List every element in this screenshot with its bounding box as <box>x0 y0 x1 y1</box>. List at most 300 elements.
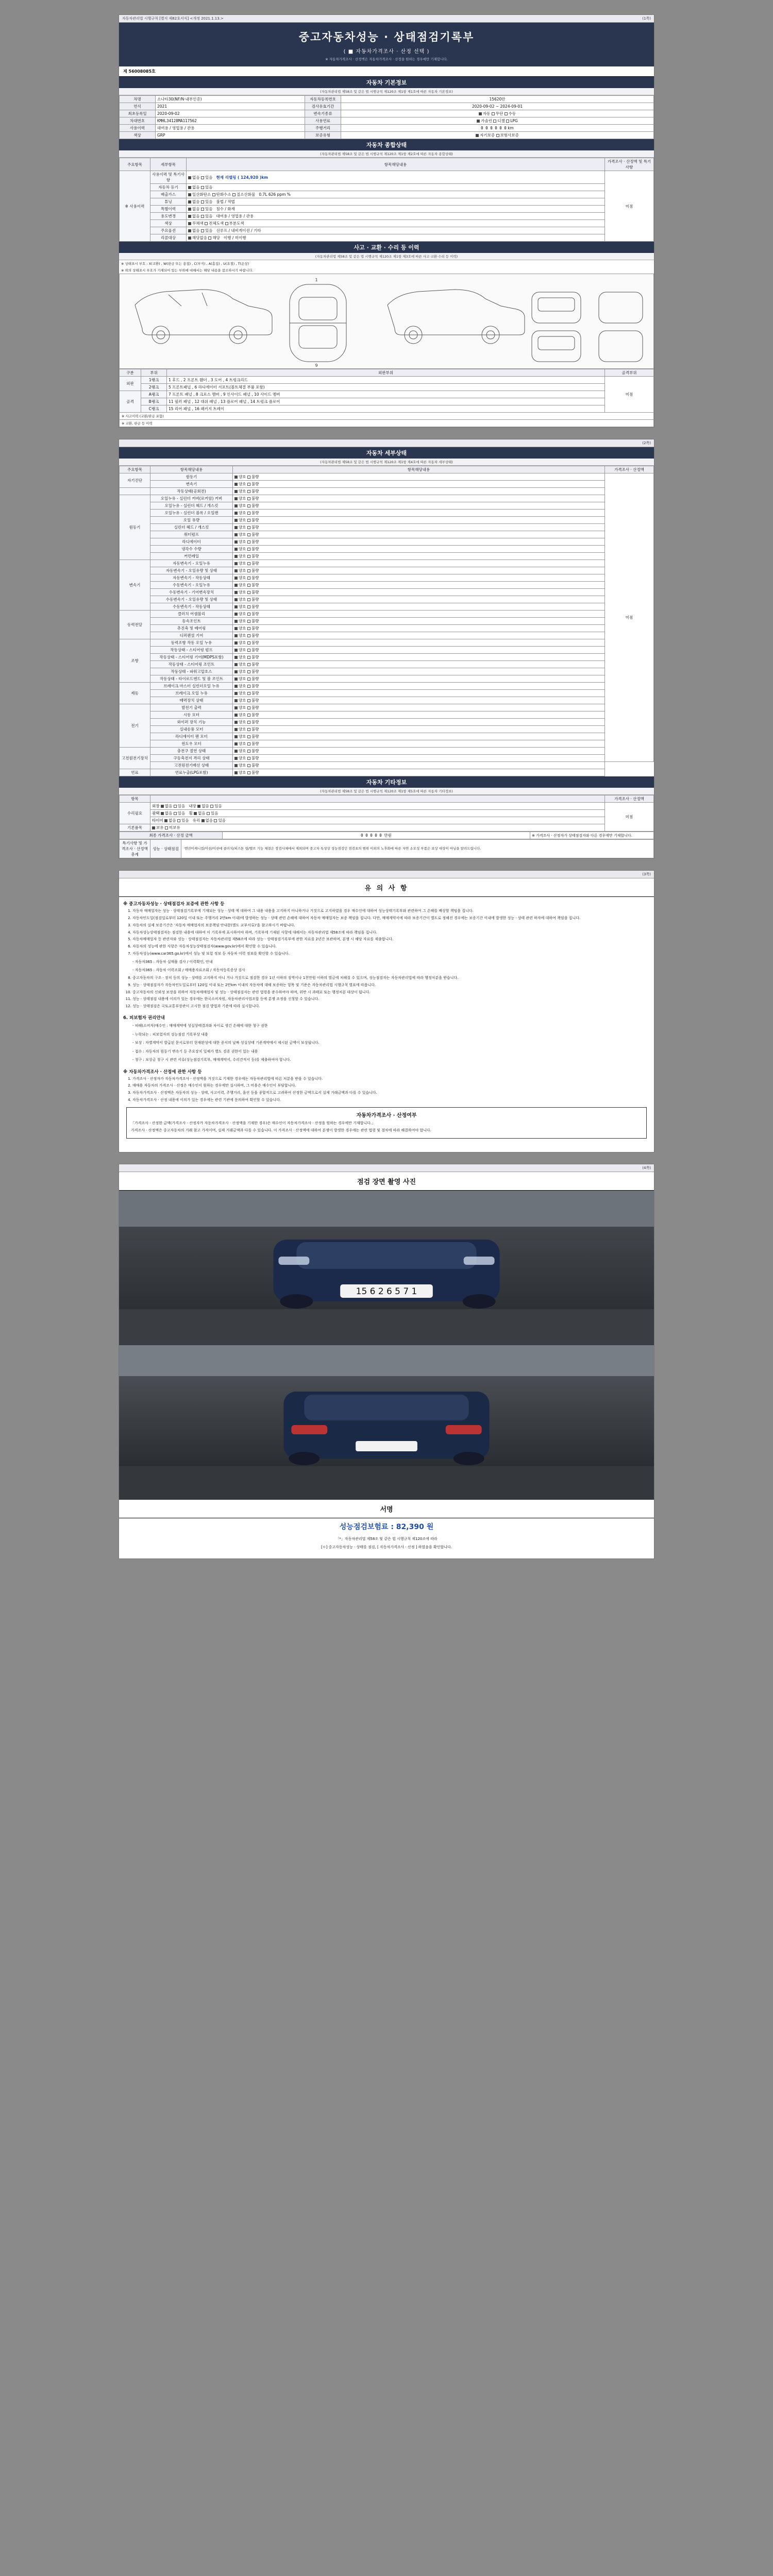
notice-title: 유 의 사 항 <box>119 878 654 897</box>
d1-good-checkbox[interactable] <box>234 620 238 623</box>
s0-good-checkbox[interactable] <box>234 641 238 645</box>
notice-3-0: 1. 가격조사 · 산정자가 자동차가격조사 · 산정액을 거짓으로 기재한 경우에는 자동차관리법에 따른 처분을 받을 수 있습니다. <box>132 1076 648 1082</box>
etc-base-label: 기본품목 <box>120 824 150 832</box>
notice-mid-4: - 청구 : 보상금 청구 시 관련 서류(성능점검기록부, 매매계약서, 수리견적서 등)를 제출하여야 합니다. <box>132 1058 291 1062</box>
detail-item-b1: 브레이크 오일 누유 <box>150 690 233 697</box>
s2-bad-checkbox[interactable] <box>247 656 250 659</box>
s5-good-checkbox[interactable] <box>234 677 238 681</box>
detail-row-x1: 양호 불량 <box>233 711 605 719</box>
d0-good-checkbox[interactable] <box>234 613 238 616</box>
s3-good-checkbox[interactable] <box>234 663 238 666</box>
detail-group-engine: 원동기 <box>120 495 150 560</box>
tuning-yes-checkbox[interactable] <box>201 200 204 204</box>
section-basic-note: (자동차관리법 제58조 및 같은 법 시행규칙 제120조 제1항 제1호에 따른 자동차 기본정보) <box>119 88 654 95</box>
e3-good-checkbox[interactable] <box>234 519 238 522</box>
overall-row-2-content: 일산화탄소 탄화수소 질소산화물 0.7L 626 ppm % <box>187 191 605 198</box>
s5-bad-checkbox[interactable] <box>247 677 250 681</box>
polish-none-checkbox[interactable] <box>161 812 164 815</box>
fuel-lpg-checkbox[interactable] <box>506 120 509 123</box>
b0-bad-checkbox[interactable] <box>247 685 250 688</box>
cross-row-2-level: A랭크 <box>141 391 167 398</box>
h0-bad-checkbox[interactable] <box>247 750 250 753</box>
detail-group-selfdiag: 자기진단 <box>120 473 150 488</box>
option-none-checkbox[interactable] <box>188 229 191 232</box>
notice-3-3: 4. 자동차가격조사 · 산정 내용에 이의가 있는 경우에는 관련 기관에 문의하여 확인할 수 있습니다. <box>132 1097 648 1103</box>
x1-bad-checkbox[interactable] <box>247 714 250 717</box>
notice-mid-0: - 피해(소비자)매수인 : 매매계약에 성실상태결과와 차이로 생긴 손해에 대한 청구 권한 <box>132 1024 268 1028</box>
fuel-value-label: 가솔린 <box>481 118 492 123</box>
detail-item-h2: 고전원전기배선 상태 <box>150 762 233 769</box>
glass-none-checkbox[interactable] <box>201 819 205 822</box>
etc-row-0: 외장 없음 있음 내장 없음 있음 <box>150 803 605 810</box>
notice-1-sub-1: - 자동차365 : 자동차 이력조회 / 매매용자료조회 / 자동차등록증상 검사 <box>132 968 245 973</box>
detail-item-s5: 작동상태 - 타이로드엔드 및 볼 조인트 <box>150 675 233 683</box>
overall-row-7-content: 없음 있음 선루프 / 내비게이션 / 기타 <box>187 227 605 234</box>
detail-item-t1: 자동변속기 - 오일유량 및 상태 <box>150 567 233 574</box>
x5-good-checkbox[interactable] <box>234 742 238 745</box>
overall-row-5-key: 용도변경 <box>150 213 187 220</box>
accident-legend-1: ※ 상태표시 부호 : X(교환) , W(판금 또는 용접) , C(부식) , A(흠집) , U(요철) , T(손상) <box>121 262 249 266</box>
t1-good-checkbox[interactable] <box>234 569 238 572</box>
overall-col-note: 가격조사 · 산정액 및 특기사항 <box>605 158 654 171</box>
recall-na-checkbox[interactable] <box>188 236 191 240</box>
exterior-none-checkbox[interactable] <box>161 805 164 808</box>
d3-good-checkbox[interactable] <box>234 634 238 637</box>
commonrail-bad-checkbox[interactable] <box>247 555 250 558</box>
detail-row-d2: 양호 불량 <box>233 625 605 632</box>
engine-bad-checkbox[interactable] <box>247 476 250 479</box>
warranty-insurance-checkbox[interactable] <box>496 134 499 137</box>
e1-bad-checkbox[interactable] <box>247 504 250 507</box>
option-yes-checkbox[interactable] <box>201 229 204 232</box>
detail-item-m0: 수동변속기 - 오일누유 <box>150 582 233 589</box>
page-number-2: (2쪽) <box>642 441 651 445</box>
detail-item-s1: 작동상태 - 스티어링 펌프 <box>150 647 233 654</box>
page-3 <box>119 870 654 1153</box>
photo-section-title: 점검 장면 촬영 사진 <box>119 1172 654 1191</box>
section-accident-note: (자동차관리법 제58조 및 같은 법 시행규칙 제120조 제1항 제3호에 따른 사고·교환·수리 등 이력) <box>119 253 654 260</box>
detail-row-m0: 양호 불량 <box>233 582 605 589</box>
x2-good-checkbox[interactable] <box>234 721 238 724</box>
h2-bad-checkbox[interactable] <box>247 764 250 767</box>
e3-bad-checkbox[interactable] <box>247 519 250 522</box>
transmission-manual-checkbox[interactable] <box>505 112 508 115</box>
tire-yes-checkbox[interactable] <box>177 819 180 822</box>
section-overall-note: (자동차관리법 제58조 및 같은 법 시행규칙 제120조 제1항 제2호에 따른 자동차 종합상태) <box>119 150 654 158</box>
m0-good-checkbox[interactable] <box>234 584 238 587</box>
page-number-1: (1쪽) <box>642 16 651 21</box>
c0-bad-checkbox[interactable] <box>247 526 250 529</box>
etc-row-0-sub: 외장 <box>152 804 160 808</box>
final-price-label: 최종 가격조사 · 산정 금액 <box>120 832 223 839</box>
special-detail: 침수 / 화재 <box>216 207 235 211</box>
d2-good-checkbox[interactable] <box>234 627 238 630</box>
detail-row-d1: 양호 불량 <box>233 618 605 625</box>
car-diagram-svg <box>120 274 656 369</box>
notice-2-2: 10. 중고자동차의 신뢰성 보장을 위하여 자동차매매업자 및 성능 · 상태점검자는 관련 법령을 준수하여야 하며, 위반 시 과태료 또는 행정처분 대상이 됩니다. <box>132 990 648 995</box>
trans-good-checkbox[interactable] <box>234 483 238 486</box>
exterior-yes-checkbox[interactable] <box>174 805 177 808</box>
notice-list-1 <box>119 908 654 957</box>
notice-list-2 <box>119 975 654 1009</box>
m1-bad-checkbox[interactable] <box>247 591 250 594</box>
page-4-topbar <box>119 1164 654 1172</box>
emission-hc-checkbox[interactable] <box>212 193 215 196</box>
c2-good-checkbox[interactable] <box>234 540 238 544</box>
s1-bad-checkbox[interactable] <box>247 649 250 652</box>
recall-detail: 이행 / 미이행 <box>224 235 246 240</box>
detail-col-2: 항목해당내용 <box>233 466 605 473</box>
detail-row-e2: 양호 불량 <box>233 510 605 517</box>
fuel-diesel-checkbox[interactable] <box>493 120 496 123</box>
notice-2-3: 11. 성능 · 상태점검 내용에 이의가 있는 경우에는 한국소비자원, 자동차관리사업조합 등에 분쟁 조정을 신청할 수 있습니다. <box>132 996 648 1002</box>
notice-3-1: 2. 매매용 자동차의 가격조사 · 산정은 매수인이 원하는 경우에만 실시하며, 그 비용은 매수인이 부담합니다. <box>132 1083 648 1089</box>
value-warranty: 자기보증 보험사보증 <box>341 132 654 139</box>
detail-item-engine: 원동기 <box>150 473 233 481</box>
section-basic-title: 자동차 기본정보 <box>119 77 654 88</box>
overall-row-8-content: 해당없음 해당 이행 / 미이행 <box>187 234 605 242</box>
idle-good-checkbox[interactable] <box>234 490 238 493</box>
special-none-checkbox[interactable] <box>188 208 191 211</box>
color-partial-checkbox[interactable] <box>225 222 228 225</box>
etc-row-2: 타이어 없음 있음 유리 없음 있음 <box>150 817 605 824</box>
x0-good-checkbox[interactable] <box>234 706 238 709</box>
usechange-yes-checkbox[interactable] <box>201 215 204 218</box>
notice-mid-2: - 보상 : 차별계약서 발급된 문서로부터 현재완성에 대한 증서의 날짜 성실상태 기준계약에서 제시된 금액이 보상됩니다. <box>132 1041 320 1045</box>
m3-bad-checkbox[interactable] <box>247 605 250 608</box>
inspection-photo-rear <box>119 1345 654 1500</box>
d1-bad-checkbox[interactable] <box>247 620 250 623</box>
m3-good-checkbox[interactable] <box>234 605 238 608</box>
interior-none-checkbox[interactable] <box>197 805 200 808</box>
tuning-none-checkbox[interactable] <box>188 200 191 204</box>
base-have-label: 보유 <box>156 825 164 830</box>
label-transmission: 변속기종류 <box>305 110 341 117</box>
label-reg-no: 자동차등록번호 <box>305 96 341 103</box>
h1-good-checkbox[interactable] <box>234 757 238 760</box>
f0-bad-checkbox[interactable] <box>247 771 250 774</box>
section-overall-title: 자동차 종합상태 <box>119 139 654 150</box>
cross-row-2-group: 골격 <box>120 391 141 413</box>
detail-group-transmission: 변속기 <box>120 560 150 611</box>
etc-row-1: 광택 없음 있음 휠 없음 있음 <box>150 810 605 817</box>
final-price-table <box>119 832 654 839</box>
transmission-auto-checkbox[interactable] <box>479 112 482 115</box>
f0-good-checkbox[interactable] <box>234 771 238 774</box>
recall-yes-checkbox[interactable] <box>208 236 211 240</box>
x3-bad-checkbox[interactable] <box>247 728 250 731</box>
label-vin: 차대번호 <box>120 117 156 125</box>
overall-col-main: 주요항목 <box>120 158 150 171</box>
svg-text:15 6 2 6 5 7 1: 15 6 2 6 5 7 1 <box>356 1286 417 1297</box>
detail-note-col: 미점 <box>605 473 654 762</box>
detail-item-b2: 배력장치 상태 <box>150 697 233 704</box>
inspection-fee: 성능점검보험료 : 82,390 원 <box>339 1522 434 1531</box>
emission-values: 0.7L 626 ppm % <box>259 192 291 197</box>
page-2-topbar <box>119 439 654 447</box>
d3-bad-checkbox[interactable] <box>247 634 250 637</box>
detail-state-table <box>119 466 654 776</box>
lien-yes-checkbox[interactable] <box>201 186 204 189</box>
detail-row-c1: 양호 불량 <box>233 531 605 538</box>
detail-row-f0: 양호 불량 <box>233 769 605 776</box>
label-year: 연식 <box>120 103 156 110</box>
h0-good-checkbox[interactable] <box>234 750 238 753</box>
section-etc-title: 자동차 기타정보 <box>119 776 654 788</box>
c3-good-checkbox[interactable] <box>234 548 238 551</box>
s4-good-checkbox[interactable] <box>234 670 238 673</box>
m2-good-checkbox[interactable] <box>234 598 238 601</box>
value-vin: KMHL34128MA117562 <box>156 117 305 125</box>
x4-good-checkbox[interactable] <box>234 735 238 738</box>
notice-1-2: 3. 자동차의 실제 보증기간은 '자동차 매매업자의 보증책임 안내문(별도 교부서류)'을 참고하시기 바랍니다. <box>132 923 648 928</box>
e2-good-checkbox[interactable] <box>234 512 238 515</box>
c1-bad-checkbox[interactable] <box>247 533 250 536</box>
detail-row-t0: 양호 불량 <box>233 560 605 567</box>
usehist-none-checkbox[interactable] <box>188 176 191 179</box>
color-original-checkbox[interactable] <box>188 222 191 225</box>
m0-bad-checkbox[interactable] <box>247 584 250 587</box>
label-use-history: 사용이력 <box>120 125 156 132</box>
detail-col-0: 주요항목 <box>120 466 150 473</box>
x5-bad-checkbox[interactable] <box>247 742 250 745</box>
detail-row-s1: 양호 불량 <box>233 647 605 654</box>
detail-row-s0: 양호 불량 <box>233 639 605 647</box>
value-fuel: 가솔린 디젤 LPG <box>341 117 654 125</box>
etc-note-col: 미점 <box>605 803 654 832</box>
detail-item-x3: 실내송풍 모터 <box>150 726 233 733</box>
cross-row-3-cells: 11 필러 패널 , 12 대쉬 패널 , 13 플로어 패널 , 14 트렁크 플로어 <box>167 398 605 405</box>
accident-q2: ※ 교환, 판금 등 이력 <box>119 420 654 427</box>
detail-group-brake: 제동 <box>120 683 150 704</box>
document-subtitle: ( ■ 자동차가격조사 · 산정 선택 ) <box>343 49 430 55</box>
etc-col-2: 가격조사 · 산정액 <box>605 795 654 803</box>
engine-good-checkbox[interactable] <box>234 476 238 479</box>
base-none-label: 미보유 <box>169 825 180 830</box>
cross-row-1-cells: 5 프론트패널 , 6 라디에이터 서포트(볼트체결 부품 포함) <box>167 384 605 391</box>
h2-good-checkbox[interactable] <box>234 764 238 767</box>
e1-good-checkbox[interactable] <box>234 504 238 507</box>
usechange-detail: 대여용 / 영업용 / 관용 <box>216 214 254 218</box>
section-accident-title: 사고 · 교환 · 수리 등 이력 <box>119 242 654 253</box>
detail-item-c2: 라디에이터 <box>150 538 233 546</box>
mileage-unit: km <box>508 126 514 130</box>
base-none-checkbox[interactable] <box>165 826 168 829</box>
e0-good-checkbox[interactable] <box>234 497 238 500</box>
h1-bad-checkbox[interactable] <box>247 757 250 760</box>
page-2 <box>119 439 654 859</box>
value-transmission: 자동 무단 수동 <box>341 110 654 117</box>
cross-col-2: 외판부위 <box>167 369 605 377</box>
trans-bad-checkbox[interactable] <box>247 483 250 486</box>
special-note-text: 엔진미케니컬/미션/미션에 클러치/피스톤 링/밸브 기능 체결은 장검사체에서 제외되며 중고차 특성상 성능점검인 점검표의 범위 이외의 노후화에 따른 자연 소모성 부품은 보상 대상이 아님을 알려드립니다. <box>181 840 654 858</box>
notice-1-4: 5. 자동차매매업자 등 관련자와 성능 · 상태점검자는 자동차관리법 제58조에 따라 성능 · 상태점검기록부에 관한 자료를 2년간 보관하며, 분쟁 시 해당 자료를 제출합니다. <box>132 937 648 942</box>
notice-section-1: ※ 중고자동차성능 · 상태점검자 보증에 관한 사항 등 <box>123 902 225 907</box>
overall-row-7-key: 주요옵션 <box>150 227 187 234</box>
detail-item-h0: 충전구 절연 상태 <box>150 748 233 755</box>
overall-row-0-key: 사용이력 및 특기사항 <box>150 171 187 184</box>
t2-good-checkbox[interactable] <box>234 577 238 580</box>
b1-good-checkbox[interactable] <box>234 692 238 695</box>
wheel-yes-checkbox[interactable] <box>207 812 210 815</box>
detail-item-s2: 작동상태 - 스티어링 기어(MDPS포함) <box>150 654 233 661</box>
cross-row-2-cells: 7 프론트 패널 , 8 크로스 멤버 , 9 인사이드 패널 , 10 사이드 멤버 <box>167 391 605 398</box>
etc-row-1-k2: 휠 <box>189 811 193 816</box>
etc-row-0-k2: 내장 <box>189 804 196 808</box>
detail-row-t2: 양호 불량 <box>233 574 605 582</box>
e0-bad-checkbox[interactable] <box>247 497 250 500</box>
detail-group-hv: 고전원전기장치 <box>120 748 150 769</box>
lien-none-checkbox[interactable] <box>188 186 191 189</box>
s1-good-checkbox[interactable] <box>234 649 238 652</box>
detail-row-h2: 양호 불량 <box>233 762 605 769</box>
usehist-yes-checkbox[interactable] <box>201 176 204 179</box>
s4-bad-checkbox[interactable] <box>247 670 250 673</box>
basic-info-table <box>119 95 654 139</box>
s2-good-checkbox[interactable] <box>234 656 238 659</box>
b0-good-checkbox[interactable] <box>234 685 238 688</box>
overall-row-4-content: 없음 있음 침수 / 화재 <box>187 206 605 213</box>
color-full-checkbox[interactable] <box>205 222 208 225</box>
notice-1-0: 1. 자동차 매매업자는 성능 · 상태점검기록부에 기재되는 성능 · 상태 에 대하여 그 내용 내용을 고지하지 아니하거나 거짓으로 고지하였을 경우 매수인에 대하여 성능상태기록부와 관련하여 그 손해를 배상할 책임을 집니다. <box>132 908 648 914</box>
b2-bad-checkbox[interactable] <box>247 699 250 702</box>
x4-bad-checkbox[interactable] <box>247 735 250 738</box>
detail-item-d3: 디퍼렌셜 기어 <box>150 632 233 639</box>
c3-bad-checkbox[interactable] <box>247 548 250 551</box>
detail-col-3: 가격조사 · 산정액 <box>605 466 654 473</box>
m2-bad-checkbox[interactable] <box>247 598 250 601</box>
x0-bad-checkbox[interactable] <box>247 706 250 709</box>
overall-row-4-key: 특별이력 <box>150 206 187 213</box>
detail-item-e0: 오일누유 - 실린더 커버(로커암) 커버 <box>150 495 233 502</box>
detail-row-s4: 양호 불량 <box>233 668 605 675</box>
etc-col-0: 항목 <box>120 795 150 803</box>
mileage-digits: 0 0 0 0 0 0 <box>481 126 507 130</box>
label-valid-period: 검사유효기간 <box>305 103 341 110</box>
notice-2-4: 12. 성능 · 상태점검은 국토교통부장관이 고시한 점검 방법과 기준에 따라 실시합니다. <box>132 1004 648 1009</box>
detail-row-x5: 양호 불량 <box>233 740 605 748</box>
overall-row-5-content: 없음 있음 대여용 / 영업용 / 관용 <box>187 213 605 220</box>
cross-row-4-cells: 15 리어 패널 , 16 패키지 트레이 <box>167 405 605 413</box>
detail-row-h0: 양호 불량 <box>233 748 605 755</box>
overall-col-sub: 세부항목 <box>150 158 187 171</box>
detail-row-x3: 양호 불량 <box>233 726 605 733</box>
overall-row-1-key: 자동차 등기 <box>150 184 187 191</box>
cross-row-0-group: 외판 <box>120 377 141 391</box>
usechange-none-checkbox[interactable] <box>188 215 191 218</box>
accident-q1: ※ 사고이력 (교환/판금 포함) <box>119 413 654 420</box>
transmission-cvt-checkbox[interactable] <box>492 112 495 115</box>
cross-row-1-level: 2랭크 <box>141 384 167 391</box>
c1-good-checkbox[interactable] <box>234 533 238 536</box>
d0-bad-checkbox[interactable] <box>247 613 250 616</box>
detail-row-c3: 양호 불량 <box>233 546 605 553</box>
b1-bad-checkbox[interactable] <box>247 692 250 695</box>
detail-item-x2: 와이퍼 장치 기능 <box>150 719 233 726</box>
detail-item-s0: 동력조향 작동 오일 누유 <box>150 639 233 647</box>
wheel-none-checkbox[interactable] <box>194 812 197 815</box>
overall-row-2-key: 배출가스 <box>150 191 187 198</box>
detail-group-idle <box>120 488 150 495</box>
tire-none-checkbox[interactable] <box>164 819 167 822</box>
section-etc-note: (자동차관리법 제58조 및 같은 법 시행규칙 제120조 제1항 제5호에 따른 자동차 기타정보) <box>119 788 654 795</box>
photo-rear-svg <box>119 1345 654 1500</box>
cross-row-4-level: C랭크 <box>141 405 167 413</box>
accident-cross-table <box>119 369 654 413</box>
etc-base-row <box>150 824 605 832</box>
s3-bad-checkbox[interactable] <box>247 663 250 666</box>
base-have-checkbox[interactable] <box>152 826 155 829</box>
polish-yes-checkbox[interactable] <box>174 812 177 815</box>
special-yes-checkbox[interactable] <box>201 208 204 211</box>
x3-good-checkbox[interactable] <box>234 728 238 731</box>
commonrail-good-checkbox[interactable] <box>234 555 238 558</box>
cross-col-1: 부위 <box>141 369 167 377</box>
special-note-label: 특기사항 및 가격조사 · 산정액 총계 <box>120 840 150 858</box>
emission-nox-checkbox[interactable] <box>232 193 236 196</box>
label-car-name: 차명 <box>120 96 156 103</box>
x2-bad-checkbox[interactable] <box>247 721 250 724</box>
t0-good-checkbox[interactable] <box>234 562 238 565</box>
photo-front-svg <box>119 1191 654 1345</box>
overall-row-3-content: 없음 있음 불법 / 적법 <box>187 198 605 206</box>
overall-state-table <box>119 158 654 242</box>
c2-bad-checkbox[interactable] <box>247 540 250 544</box>
e2-bad-checkbox[interactable] <box>247 512 250 515</box>
m1-good-checkbox[interactable] <box>234 591 238 594</box>
detail-row-x4: 양호 불량 <box>233 733 605 740</box>
label-color: 색상 <box>120 132 156 139</box>
detail-row-t1: 양호 불량 <box>233 567 605 574</box>
b2-good-checkbox[interactable] <box>234 699 238 702</box>
etc-group-repair: 수리필요 <box>120 803 150 824</box>
interior-yes-checkbox[interactable] <box>210 805 213 808</box>
detail-item-t0: 자동변속기 - 오일누유 <box>150 560 233 567</box>
detail-item-x5: 윈도우 모터 <box>150 740 233 748</box>
notice-mid-title: 6. 피보험자 권리안내 <box>123 1015 165 1021</box>
transmission-value-label: 자동 <box>482 111 491 116</box>
d2-bad-checkbox[interactable] <box>247 627 250 630</box>
special-note-table <box>119 839 654 858</box>
special-col-perf: 성능 · 상태점검 <box>150 840 181 858</box>
detail-row-d3: 양호 불량 <box>233 632 605 639</box>
detail-row-s5: 양호 불량 <box>233 675 605 683</box>
document-title-block <box>119 23 654 66</box>
detail-row-engine-opts: 양호 불량 <box>233 473 605 481</box>
glass-yes-checkbox[interactable] <box>214 819 217 822</box>
detail-item-x1: 시동 모터 <box>150 711 233 719</box>
etc-table <box>119 795 654 832</box>
detail-group-steering: 조향 <box>120 639 150 683</box>
s0-bad-checkbox[interactable] <box>247 641 250 645</box>
overall-col-content: 항목해당내용 <box>187 158 605 171</box>
x1-good-checkbox[interactable] <box>234 714 238 717</box>
warranty-self-checkbox[interactable] <box>476 134 479 137</box>
footnote-2: [ㅇ] 중고자동차성능 · 상태를 점검, [ 자동차가격조사 · 산정 ] 하였음을 확인합니다. <box>321 1545 452 1549</box>
t0-bad-checkbox[interactable] <box>247 562 250 565</box>
c0-good-checkbox[interactable] <box>234 526 238 529</box>
t1-bad-checkbox[interactable] <box>247 569 250 572</box>
idle-bad-checkbox[interactable] <box>247 490 250 493</box>
detail-item-d0: 클러치 어셈블리 <box>150 611 233 618</box>
cross-col-3: 골격부위 <box>605 369 654 377</box>
t2-bad-checkbox[interactable] <box>247 577 250 580</box>
detail-item-idle: 작동상태(공회전) <box>150 488 233 495</box>
fuel-gasoline-checkbox[interactable] <box>477 120 480 123</box>
detail-item-e1: 오일누유 - 실린더 헤드 / 개스킷 <box>150 502 233 510</box>
emission-co-checkbox[interactable] <box>188 193 191 196</box>
detail-row-b2: 양호 불량 <box>233 697 605 704</box>
